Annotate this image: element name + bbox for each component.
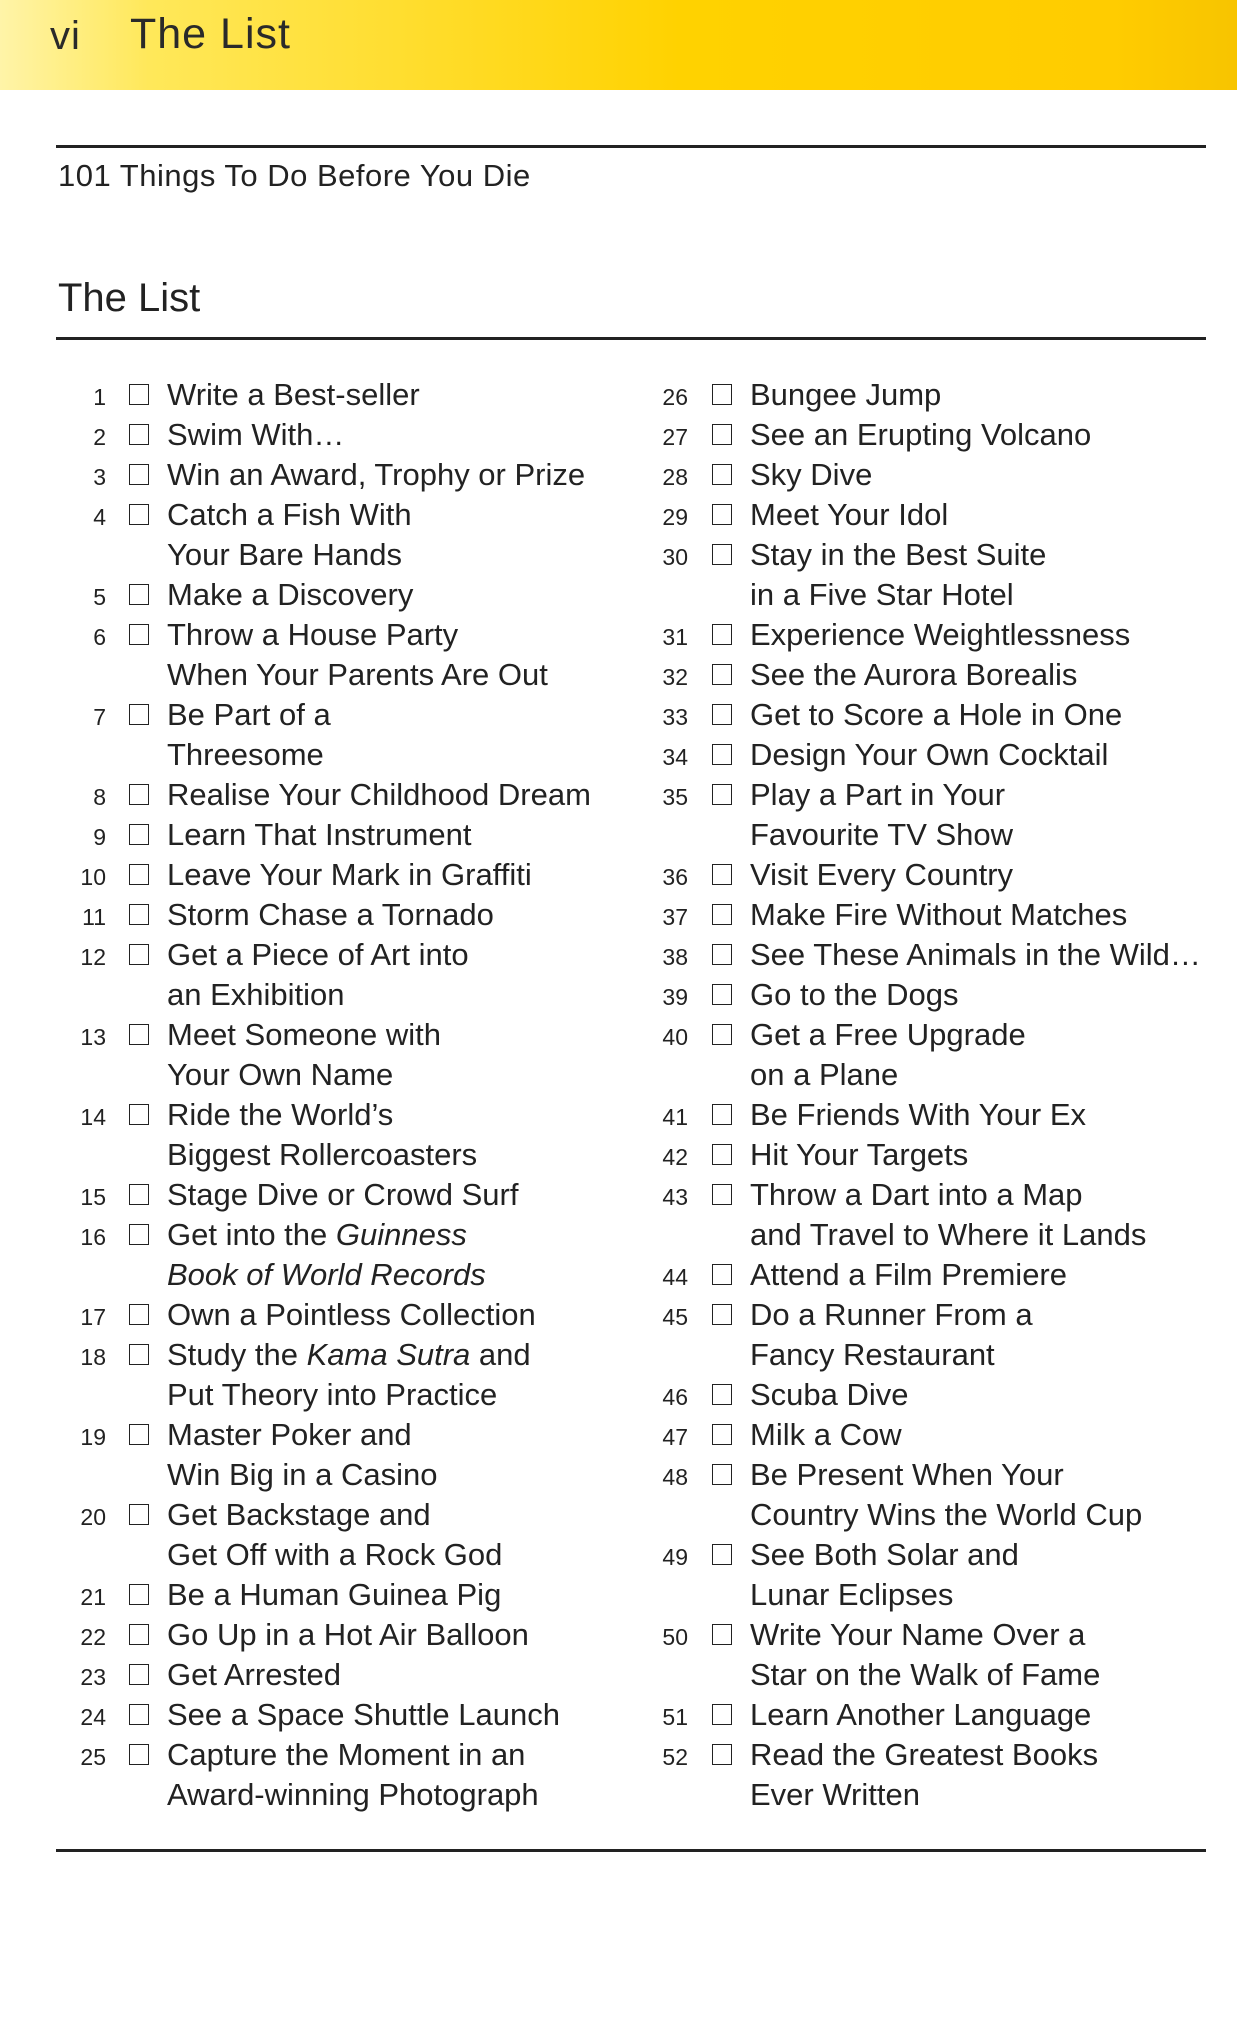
list-item [0, 375, 640, 415]
item-number: 45 [662, 1304, 688, 1330]
item-number: 23 [80, 1664, 106, 1690]
item-text: Capture the Moment in an [167, 1737, 526, 1772]
item-text: Be Friends With Your Ex [750, 1097, 1086, 1132]
list-item [640, 615, 1237, 655]
section-title: The List [58, 276, 201, 320]
item-text: Make Fire Without Matches [750, 897, 1128, 932]
item-number: 42 [662, 1144, 688, 1170]
list-item [0, 1095, 640, 1175]
list-item [640, 775, 1237, 855]
item-number: 37 [662, 904, 688, 930]
list-item [0, 855, 640, 895]
checkbox[interactable] [712, 1704, 732, 1725]
item-text: Biggest Rollercoasters [167, 1137, 478, 1172]
item-number: 8 [93, 784, 106, 810]
item-text: When Your Parents Are Out [167, 657, 548, 692]
item-number: 14 [80, 1104, 106, 1130]
item-text: Meet Someone with [167, 1017, 441, 1052]
list-item [640, 1375, 1237, 1415]
item-text: See These Animals in the Wild… [750, 937, 1201, 972]
checkbox[interactable] [129, 1584, 149, 1605]
list-item [640, 1415, 1237, 1455]
item-text: Star on the Walk of Fame [750, 1657, 1101, 1692]
item-text: Get into the Guinness [167, 1217, 467, 1252]
list-item [640, 375, 1237, 415]
item-text: Stay in the Best Suite [750, 537, 1047, 572]
item-text: Stage Dive or Crowd Surf [167, 1177, 519, 1212]
item-text: Do a Runner From a [750, 1297, 1033, 1332]
item-number: 11 [82, 904, 106, 930]
item-text: Your Own Name [167, 1057, 394, 1092]
item-number: 39 [662, 984, 688, 1010]
item-text: Throw a Dart into a Map [750, 1177, 1083, 1212]
list-item [0, 575, 640, 615]
list-column-right [640, 375, 1237, 1815]
item-text: Get a Piece of Art into [167, 937, 469, 972]
item-text: Win an Award, Trophy or Prize [167, 457, 586, 492]
item-number: 27 [662, 424, 688, 450]
item-number: 15 [80, 1184, 106, 1210]
list-item [0, 775, 640, 815]
checkbox[interactable] [712, 944, 732, 965]
checkbox[interactable] [712, 904, 732, 925]
item-number: 32 [662, 664, 688, 690]
item-number: 50 [662, 1624, 688, 1650]
item-number: 40 [662, 1024, 688, 1050]
item-text: Own a Pointless Collection [167, 1297, 536, 1332]
item-text: Favourite TV Show [750, 817, 1014, 852]
item-number: 10 [80, 864, 106, 890]
checkbox[interactable] [129, 1024, 149, 1045]
checkbox[interactable] [129, 824, 149, 845]
item-text: Swim With… [167, 417, 345, 452]
item-number: 19 [80, 1424, 106, 1450]
item-number: 21 [80, 1584, 106, 1610]
item-number: 16 [80, 1224, 106, 1250]
item-text: Scuba Dive [750, 1377, 909, 1412]
checkbox[interactable] [712, 784, 732, 805]
checkbox[interactable] [129, 784, 149, 805]
checkbox[interactable] [129, 464, 149, 485]
item-text: Attend a Film Premiere [750, 1257, 1067, 1292]
checkbox[interactable] [712, 744, 732, 765]
checkbox[interactable] [712, 1304, 732, 1325]
checkbox[interactable] [712, 544, 732, 565]
item-number: 41 [662, 1104, 688, 1130]
item-number: 31 [662, 624, 688, 650]
item-text: Write a Best-seller [167, 377, 420, 412]
list-item [0, 1175, 640, 1215]
item-text: Storm Chase a Tornado [167, 897, 494, 932]
item-number: 26 [662, 384, 688, 410]
checkbox[interactable] [129, 1304, 149, 1325]
item-number: 28 [662, 464, 688, 490]
list-item [640, 455, 1237, 495]
checkbox[interactable] [712, 424, 732, 445]
item-text: Win Big in a Casino [167, 1457, 438, 1492]
book-title: 101 Things To Do Before You Die [58, 158, 531, 193]
list-item [640, 735, 1237, 775]
item-number: 18 [80, 1344, 106, 1370]
item-number: 44 [662, 1264, 688, 1290]
item-number: 12 [80, 944, 106, 970]
checkbox[interactable] [129, 384, 149, 405]
list-item [640, 1695, 1237, 1735]
checkbox[interactable] [712, 664, 732, 685]
checkbox[interactable] [129, 704, 149, 725]
item-text: Play a Part in Your [750, 777, 1006, 812]
list-item [640, 895, 1237, 935]
item-text: Award-winning Photograph [167, 1777, 539, 1812]
checkbox[interactable] [712, 1104, 732, 1125]
item-text: Threesome [167, 737, 324, 772]
item-text: Leave Your Mark in Graffiti [167, 857, 532, 892]
item-number: 33 [662, 704, 688, 730]
checkbox[interactable] [129, 1224, 149, 1245]
item-text: Lunar Eclipses [750, 1577, 954, 1612]
checkbox[interactable] [712, 984, 732, 1005]
checkbox[interactable] [129, 1184, 149, 1205]
list-item [0, 1495, 640, 1575]
checkbox[interactable] [129, 864, 149, 885]
checkbox[interactable] [712, 1464, 732, 1485]
list-item [640, 1615, 1237, 1695]
item-text: Learn Another Language [750, 1697, 1092, 1732]
item-text: Milk a Cow [750, 1417, 902, 1452]
item-text: Go to the Dogs [750, 977, 959, 1012]
item-number: 22 [80, 1624, 106, 1650]
item-text: Meet Your Idol [750, 497, 949, 532]
checkbox[interactable] [712, 384, 732, 405]
checkbox[interactable] [129, 1704, 149, 1725]
item-text: Be a Human Guinea Pig [167, 1577, 502, 1612]
checkbox[interactable] [129, 904, 149, 925]
item-text: Ride the World’s [167, 1097, 394, 1132]
item-text: See an Erupting Volcano [750, 417, 1092, 452]
list-item [0, 1335, 640, 1415]
list-item [0, 455, 640, 495]
item-text: Get Arrested [167, 1657, 342, 1692]
list-item [0, 895, 640, 935]
item-number: 2 [93, 424, 106, 450]
item-text: Study the Kama Sutra and [167, 1337, 531, 1372]
list-item [0, 1735, 640, 1815]
item-text: Throw a House Party [167, 617, 459, 652]
item-number: 5 [93, 584, 106, 610]
item-text: in a Five Star Hotel [750, 577, 1014, 612]
list-item [640, 1015, 1237, 1095]
list-item [0, 615, 640, 695]
checkbox[interactable] [129, 1504, 149, 1525]
item-text: Write Your Name Over a [750, 1617, 1086, 1652]
list-item [0, 815, 640, 855]
item-text: Realise Your Childhood Dream [167, 777, 591, 812]
item-text: See a Space Shuttle Launch [167, 1697, 560, 1732]
section-rule [56, 337, 1206, 340]
list-item [640, 1735, 1237, 1815]
checkbox[interactable] [712, 1184, 732, 1205]
item-text: Country Wins the World Cup [750, 1497, 1143, 1532]
item-text: Master Poker and [167, 1417, 412, 1452]
list-item [0, 1295, 640, 1335]
list-item [0, 415, 640, 455]
checkbox[interactable] [129, 1344, 149, 1365]
item-number: 29 [662, 504, 688, 530]
item-text: on a Plane [750, 1057, 899, 1092]
item-text: Catch a Fish With [167, 497, 412, 532]
item-text: Get Off with a Rock God [167, 1537, 503, 1572]
list-item [0, 695, 640, 775]
item-text: and Travel to Where it Lands [750, 1217, 1147, 1252]
header-title: The List [130, 10, 291, 58]
item-number: 36 [662, 864, 688, 890]
checkbox[interactable] [712, 704, 732, 725]
checkbox[interactable] [129, 1664, 149, 1685]
item-text: an Exhibition [167, 977, 345, 1012]
list-item [0, 1015, 640, 1095]
item-number: 24 [80, 1704, 106, 1730]
checkbox[interactable] [129, 624, 149, 645]
item-number: 38 [662, 944, 688, 970]
item-number: 34 [662, 744, 688, 770]
checkbox[interactable] [712, 1744, 732, 1765]
item-text: Experience Weightlessness [750, 617, 1131, 652]
item-text: Make a Discovery [167, 577, 414, 612]
list-item [0, 1615, 640, 1655]
item-text: Put Theory into Practice [167, 1377, 498, 1412]
checkbox[interactable] [712, 504, 732, 525]
item-text: Get to Score a Hole in One [750, 697, 1123, 732]
item-number: 48 [662, 1464, 688, 1490]
item-text: Be Present When Your [750, 1457, 1064, 1492]
item-text: Get a Free Upgrade [750, 1017, 1026, 1052]
item-number: 47 [662, 1424, 688, 1450]
checkbox[interactable] [129, 1744, 149, 1765]
checkbox[interactable] [129, 1104, 149, 1125]
item-text: Sky Dive [750, 457, 873, 492]
item-number: 25 [80, 1744, 106, 1770]
list-column-left [0, 375, 640, 1815]
item-text: Fancy Restaurant [750, 1337, 995, 1372]
checkbox[interactable] [129, 1624, 149, 1645]
item-number: 7 [93, 704, 106, 730]
checkbox[interactable] [712, 1024, 732, 1045]
item-number: 49 [662, 1544, 688, 1570]
list-item [640, 1135, 1237, 1175]
item-text: Your Bare Hands [167, 537, 402, 572]
item-number: 30 [662, 544, 688, 570]
checkbox[interactable] [712, 864, 732, 885]
list-item [640, 495, 1237, 535]
list-item [640, 935, 1237, 975]
item-text: Go Up in a Hot Air Balloon [167, 1617, 529, 1652]
checkbox[interactable] [129, 1424, 149, 1445]
checkbox[interactable] [712, 464, 732, 485]
list-item [640, 975, 1237, 1015]
list-item [0, 935, 640, 1015]
list-item [640, 1455, 1237, 1535]
item-text: Ever Written [750, 1777, 920, 1812]
item-number: 13 [80, 1024, 106, 1050]
item-text: Learn That Instrument [167, 817, 472, 852]
list-item [640, 1535, 1237, 1615]
checkbox[interactable] [712, 1624, 732, 1645]
item-number: 17 [80, 1304, 106, 1330]
checkbox[interactable] [712, 1544, 732, 1565]
checkbox[interactable] [712, 1264, 732, 1285]
checkbox[interactable] [129, 504, 149, 525]
list-item [0, 1655, 640, 1695]
item-text: Hit Your Targets [750, 1137, 969, 1172]
item-number: 20 [80, 1504, 106, 1530]
item-text: Design Your Own Cocktail [750, 737, 1109, 772]
item-number: 52 [662, 1744, 688, 1770]
list-item [640, 1255, 1237, 1295]
item-number: 35 [662, 784, 688, 810]
list-item [640, 695, 1237, 735]
list-item [640, 415, 1237, 455]
top-rule [56, 145, 1206, 148]
page-number: vi [50, 14, 81, 58]
bottom-rule [56, 1849, 1206, 1852]
item-text: Be Part of a [167, 697, 331, 732]
checkbox[interactable] [129, 424, 149, 445]
list-item [640, 535, 1237, 615]
item-text: Visit Every Country [750, 857, 1014, 892]
list-item [640, 1175, 1237, 1255]
item-number: 43 [662, 1184, 688, 1210]
list-item [0, 1415, 640, 1495]
checkbox[interactable] [712, 1384, 732, 1405]
checkbox[interactable] [129, 584, 149, 605]
item-number: 9 [93, 824, 106, 850]
item-number: 1 [93, 384, 106, 410]
list-item [0, 1695, 640, 1735]
list-item [640, 855, 1237, 895]
item-text: See the Aurora Borealis [750, 657, 1078, 692]
item-number: 6 [93, 624, 106, 650]
item-number: 3 [93, 464, 106, 490]
item-text: Read the Greatest Books [750, 1737, 1099, 1772]
list-item [640, 1295, 1237, 1375]
list-item [0, 495, 640, 575]
item-text: See Both Solar and [750, 1537, 1019, 1572]
item-number: 51 [662, 1704, 688, 1730]
list-item [0, 1215, 640, 1295]
checkbox[interactable] [712, 1144, 732, 1165]
list-item [640, 1095, 1237, 1135]
item-number: 4 [93, 504, 106, 530]
checkbox[interactable] [712, 624, 732, 645]
list-item [640, 655, 1237, 695]
list-item [0, 1575, 640, 1615]
checkbox[interactable] [712, 1424, 732, 1445]
item-number: 46 [662, 1384, 688, 1410]
item-text: Book of World Records [167, 1257, 486, 1292]
item-text: Get Backstage and [167, 1497, 431, 1532]
item-text: Bungee Jump [750, 377, 942, 412]
checkbox[interactable] [129, 944, 149, 965]
